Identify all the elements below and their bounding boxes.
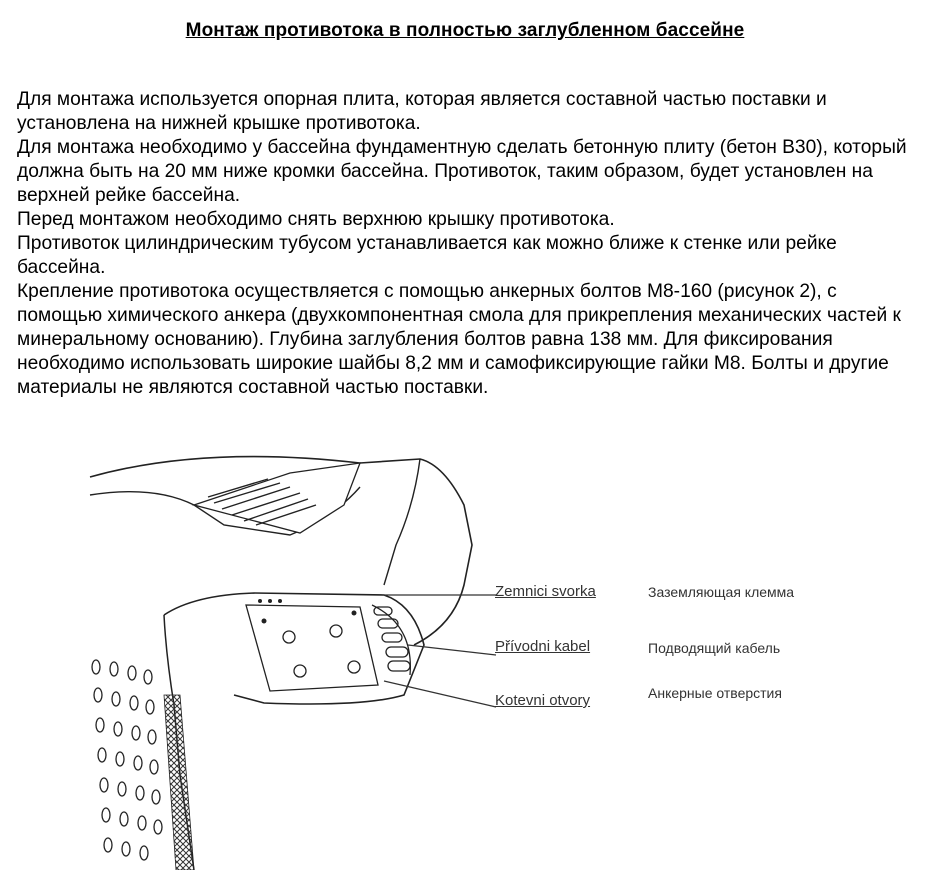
paragraph: Для монтажа используется опорная плита, которая является составной частью поставки и установлена на нижней крышке противотока.	[17, 89, 827, 134]
paragraph: Крепление противотока осуществляется с помощью анкерных болтов М8-160 (рисунок 2), с помощью химического анкера (двухкомпонентная смола для прикрепления механических частей к минеральному основанию). Глубина заглубления болтов равна 138 мм. Для фиксирования необходимо использовать широкие шайбы 8,2 мм и самофиксирующие гайки М8. Болты и другие материалы не являются составной частью поставки.	[17, 281, 901, 398]
paragraph: Для монтажа необходимо у бассейна фундаментную сделать бетонную плиту (бетон В30), который должна быть на 20 мм ниже кромки бассейна. Противоток, таким образом, будет установлен на верхней рейке бассейна.	[17, 137, 907, 206]
figure-label-ru: Подводящий кабель	[648, 640, 781, 656]
figure-label-ru: Анкерные отверстия	[648, 685, 782, 701]
figure-label-cz: Zemnici svorka	[495, 583, 596, 600]
figure-label-cz: Přívodni kabel	[495, 638, 591, 655]
document-title: Монтаж противотока в полностью заглубленном бассейне	[185, 20, 745, 41]
document-body	[17, 88, 917, 400]
installation-figure	[84, 445, 624, 870]
figure-label-ru: Заземляющая клемма	[648, 584, 795, 600]
counterflow-drawing	[84, 445, 624, 870]
paragraph: Перед монтажом необходимо снять верхнюю крышку противотока.	[17, 209, 615, 230]
figure-label-cz: Kotevni otvory	[495, 692, 591, 709]
paragraph: Противоток цилиндрическим тубусом устанавливается как можно ближе к стенке или рейке бассейна.	[17, 233, 837, 278]
